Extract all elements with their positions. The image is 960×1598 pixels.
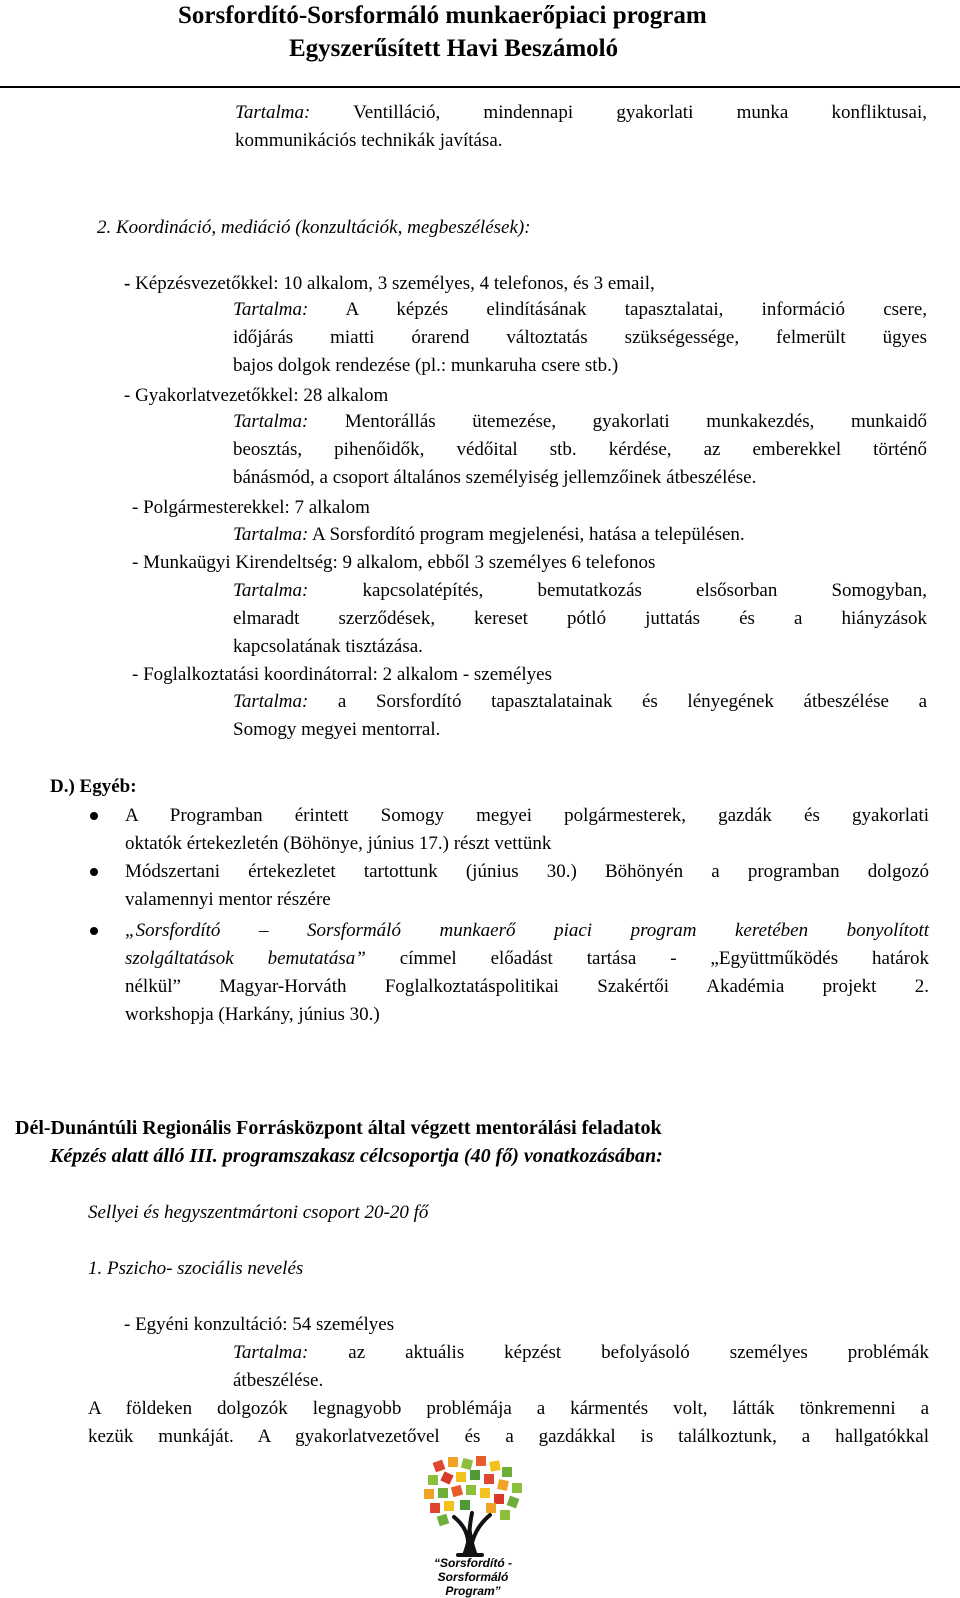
group-label: Sellyei és hegyszentmártoni csoport 20-20 fő — [88, 1202, 429, 1223]
item-foglalkoztatasi-content: Tartalma: a Sorsfordító tapasztalatainak és lényegének átbeszélése a Somogy megyei mentorral. — [233, 691, 927, 740]
item-gyakorlatvezetok-title: - Gyakorlatvezetőkkel: 28 alkalom — [124, 385, 389, 406]
item-polgarmesterek-title: - Polgármesterekkel: 7 alkalom — [132, 497, 370, 518]
regional-subheading: Képzés alatt álló III. programszakasz célcsoportja (40 fő) vonatkozásában: — [50, 1145, 663, 1167]
bullet-icon — [90, 927, 98, 935]
bullet-icon — [90, 868, 98, 876]
bullet-item-modszertani: Módszertani értekezletet tartottunk (június 30.) Böhönyén a programban dolgozó valamennyi mentor részére — [125, 861, 929, 910]
intro-line1: Tartalma: Ventilláció, mindennapi gyakorlati munka konfliktusai, — [235, 102, 927, 123]
section-heading-egyeb: D.) Egyéb: — [50, 776, 137, 797]
logo-caption: “Sorsfordító - Sorsformáló Program” — [434, 1556, 512, 1598]
topic-label: 1. Pszicho- szociális nevelés — [88, 1258, 304, 1279]
item-foglalkoztatasi-title: - Foglalkoztatási koordinátorral: 2 alkalom - személyes — [132, 664, 552, 685]
document-subtitle: Egyszerűsített Havi Beszámoló — [289, 35, 619, 62]
item-munkaugyi-content: Tartalma: kapcsolatépítés, bemutatkozás elsősorban Somogyban, elmaradt szerződések, kereset pótló juttatás és a hiányzások kapcsolatának tisztázása. — [233, 580, 927, 657]
bullet-item-ertekezlet: A Programban érintett Somogy megyei polgármesterek, gazdák és gyakorlati oktatók értekezletén (Böhönye, június 17.) részt vettünk — [125, 805, 929, 854]
regional-heading: Dél-Dunántúli Regionális Forrásközpont által végzett mentorálási feladatok — [15, 1117, 662, 1139]
item-egyeni-konzultacio-title: - Egyéni konzultáció: 54 személyes — [124, 1314, 395, 1335]
item-gyakorlatvezetok-content: Tartalma: Mentorállás ütemezése, gyakorlati munkakezdés, munkaidő beosztás, pihenőidők, védőital stb. kérdése, az emberekkel történő bánásmód, a csoport általános személyiség jellemzőinek átbeszélése. — [233, 411, 927, 488]
item-egyeni-konzultacio-content: Tartalma: az aktuális képzést befolyásoló személyes problémák átbeszélése. — [233, 1342, 929, 1391]
item-kepzesvezetok-content: Tartalma: A képzés elindításának tapasztalatai, információ csere, időjárás miatti órarend változtatás szükségessége, felmerült ügyes bajos dolgok rendezése (pl.: munkaruha csere stb.) — [233, 299, 927, 376]
section-heading-koordinacio: 2. Koordináció, mediáció (konzultációk, megbeszélések): — [97, 217, 531, 238]
header-divider — [0, 86, 960, 88]
item-polgarmesterek-content: Tartalma: A Sorsfordító program megjelenési, hatása a településen. — [233, 524, 745, 545]
document-title: Sorsfordító-Sorsformáló munkaerőpiaci program — [178, 2, 707, 29]
bullet-item-eloadas: „Sorsfordító – Sorsformáló munkaerő piaci program keretében bonyolított szolgáltatások bemutatása” címmel előadást tartása - „Együttműködés határok nélkül” Magyar-Horváth Foglalkoztatáspolitikai Szakértői Akadémia projekt 2. workshopja (Harkány, június 30.) — [125, 920, 930, 1025]
item-kepzesvezetok-title: - Képzésvezetőkkel: 10 alkalom, 3 személyes, 4 telefonos, és 3 email, — [124, 273, 655, 294]
item-munkaugyi-title: - Munkaügyi Kirendeltség: 9 alkalom, ebből 3 személyes 6 telefonos — [132, 552, 656, 573]
regional-paragraph: A földeken dolgozók legnagyobb problémája a kármentés volt, látták tönkremenni a kezük munkáját. A gyakorlatvezetővel és a gazdákkal is találkoztunk, a hallgatókkal — [88, 1398, 929, 1447]
bullet-icon — [90, 812, 98, 820]
intro-line2: kommunikációs technikák javítása. — [235, 130, 503, 151]
